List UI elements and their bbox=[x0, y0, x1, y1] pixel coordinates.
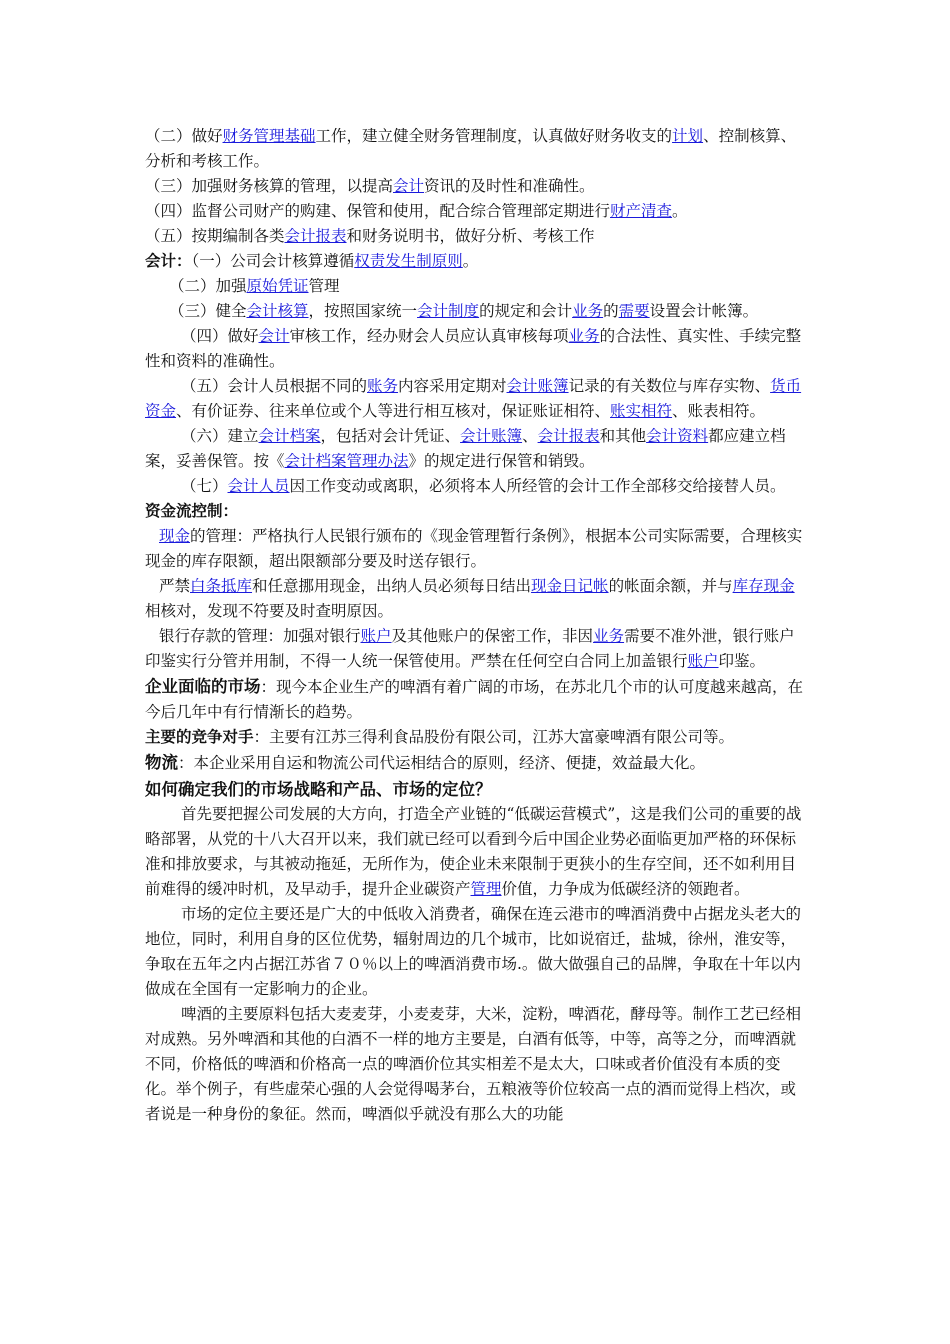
paragraph bbox=[145, 249, 810, 274]
text-run: 管理 bbox=[308, 277, 340, 295]
text-run: 价值，力争成为低碳经济的领跑者。 bbox=[501, 880, 750, 898]
text-run: 设置会计帐簿。 bbox=[649, 302, 759, 320]
text-run: 银行存款的管理：加强对银行 bbox=[159, 627, 361, 645]
text-run: 工作，建立健全财务管理制度，认真做好财务收支的 bbox=[315, 127, 673, 145]
paragraph bbox=[145, 274, 810, 299]
text-run: （四）做好 bbox=[181, 327, 259, 345]
text-run: 首先要把握公司发展的大方向，打造全产业链的“低碳运营模式”，这是我们公司的重要的战略部署，从党的十八大召开以来，我们就已经可以看到今后中国企业势必面临更加严格的环保标准和排放要求，与其被动拖延，无所作为，使企业未来限制于更狭小的生存空间，还不如利用目前难得的缓冲时机，及早动手，提升企业碳资产 bbox=[145, 805, 802, 898]
paragraph bbox=[145, 374, 810, 424]
hyperlink[interactable]: 业务 bbox=[593, 627, 625, 645]
paragraph bbox=[145, 124, 810, 174]
hyperlink[interactable]: 现金 bbox=[159, 527, 191, 545]
text-run: 印鉴。 bbox=[718, 652, 766, 670]
text-run: 、控制核算、分析和考核工作。 bbox=[145, 127, 797, 170]
hyperlink[interactable]: 库存现金 bbox=[732, 577, 795, 595]
text-run: ，按照国家统一 bbox=[308, 302, 418, 320]
hyperlink[interactable]: 现金日记帐 bbox=[531, 577, 609, 595]
paragraph bbox=[145, 725, 810, 750]
paragraph bbox=[145, 324, 810, 374]
hyperlink[interactable]: 会计档案管理办法 bbox=[284, 452, 409, 470]
text-run: 需要不准外泄，银行账户印鉴实行分管并用制，不得一人统一保管使用。严禁在任何空白合同上加盖银行 bbox=[145, 627, 795, 670]
paragraph bbox=[145, 1002, 810, 1127]
document-body bbox=[145, 124, 810, 1127]
text-run: 和任意挪用现金，出纳人员必须每日结出 bbox=[252, 577, 532, 595]
text-run: 和其他 bbox=[599, 427, 647, 445]
bold-label: 资金流控制： bbox=[145, 502, 239, 520]
text-run: ：主要有江苏三得利食品股份有限公司，江苏大富豪啤酒有限公司等。 bbox=[253, 728, 735, 746]
hyperlink[interactable]: 会计 bbox=[393, 177, 425, 195]
text-run: （六）建立 bbox=[181, 427, 259, 445]
text-run: （三）健全 bbox=[169, 302, 247, 320]
text-run: 资讯的及时性和准确性。 bbox=[424, 177, 595, 195]
text-run: 的规定和会计 bbox=[479, 302, 573, 320]
hyperlink[interactable]: 计划 bbox=[672, 127, 704, 145]
text-run: 和财务说明书，做好分析、考核工作 bbox=[346, 227, 595, 245]
hyperlink[interactable]: 货币资金 bbox=[145, 377, 802, 420]
section-heading bbox=[145, 777, 810, 802]
paragraph bbox=[145, 524, 810, 574]
paragraph bbox=[145, 750, 810, 776]
text-run: 的合法性、真实性、手续完整性和资料的准确性。 bbox=[145, 327, 802, 370]
text-run: 、账表相符。 bbox=[672, 402, 766, 420]
hyperlink[interactable]: 会计制度 bbox=[417, 302, 480, 320]
text-run: 的管理：严格执行人民银行颁布的《现金管理暂行条例》，根据本公司实际需要，合理核实现金的库存限额，超出限额部分要及时送存银行。 bbox=[145, 527, 803, 570]
text-run: 。 bbox=[462, 252, 479, 270]
text-run: 如何确定我们的市场战略和产品、市场的定位？ bbox=[145, 780, 492, 799]
text-run: ：本企业采用自运和物流公司代运相结合的原则，经济、便捷，效益最大化。 bbox=[178, 754, 706, 772]
text-run: （七） bbox=[181, 477, 228, 495]
hyperlink[interactable]: 财产清查 bbox=[610, 202, 673, 220]
text-run: （五）会计人员根据不同的 bbox=[181, 377, 368, 395]
paragraph bbox=[145, 802, 810, 902]
text-run: 相核对，发现不符要及时查明原因。 bbox=[145, 602, 394, 620]
text-run: （五）按期编制各类 bbox=[145, 227, 285, 245]
text-run: 》的规定进行保管和销毁。 bbox=[408, 452, 595, 470]
paragraph bbox=[145, 474, 810, 499]
hyperlink[interactable]: 权责发生制原则 bbox=[354, 252, 463, 270]
text-run: ：现今本企业生产的啤酒有着广阔的市场，在苏北几个市的认可度越来越高，在今后几年中有行情渐长的趋势。 bbox=[145, 678, 804, 721]
text-run: 的 bbox=[603, 302, 619, 320]
text-run: 因工作变动或离职，必须将本人所经管的会计工作全部移交给接替人员。 bbox=[289, 477, 786, 495]
paragraph bbox=[145, 424, 810, 474]
text-run: 审核工作，经办财会人员应认真审核每项 bbox=[289, 327, 569, 345]
text-run: 、 bbox=[522, 427, 538, 445]
text-run: ，包括对会计凭证、 bbox=[320, 427, 461, 445]
hyperlink[interactable]: 会计档案 bbox=[258, 427, 321, 445]
text-run: 记录的有关数位与库存实物、 bbox=[568, 377, 771, 395]
hyperlink[interactable]: 原始凭证 bbox=[246, 277, 309, 295]
paragraph bbox=[145, 902, 810, 1002]
paragraph bbox=[145, 174, 810, 199]
hyperlink[interactable]: 业务 bbox=[568, 327, 600, 345]
text-run: 、有价证券、往来单位或个人等进行相互核对，保证账证相符、 bbox=[176, 402, 611, 420]
hyperlink[interactable]: 会计报表 bbox=[537, 427, 600, 445]
hyperlink[interactable]: 会计账簿 bbox=[460, 427, 523, 445]
paragraph bbox=[145, 574, 810, 624]
hyperlink[interactable]: 账实相符 bbox=[610, 402, 673, 420]
text-run: （一）公司会计核算遵循 bbox=[191, 252, 355, 270]
hyperlink[interactable]: 会计核算 bbox=[246, 302, 309, 320]
paragraph bbox=[145, 224, 810, 249]
hyperlink[interactable]: 账户 bbox=[687, 652, 719, 670]
text-run: （二）做好 bbox=[145, 127, 223, 145]
paragraph bbox=[145, 674, 810, 725]
text-run: 市场的定位主要还是广大的中低收入消费者，确保在连云港市的啤酒消费中占据龙头老大的地位，同时，利用自身的区位优势，辐射周边的几个城市，比如说宿迁，盐城，徐州，淮安等，争取在五年之内占据江苏省７０％以上的啤酒消费市场.。做大做强自己的品牌，争取在十年以内做成在全国有一定影响力的企业。 bbox=[145, 905, 802, 998]
text-run: 严禁 bbox=[159, 577, 191, 595]
paragraph bbox=[145, 199, 810, 224]
hyperlink[interactable]: 会计资料 bbox=[646, 427, 709, 445]
hyperlink[interactable]: 账务 bbox=[367, 377, 399, 395]
hyperlink[interactable]: 会计 bbox=[258, 327, 290, 345]
hyperlink[interactable]: 会计人员 bbox=[227, 477, 290, 495]
hyperlink[interactable]: 财务管理基础 bbox=[222, 127, 316, 145]
paragraph bbox=[145, 299, 810, 324]
text-run: （二）加强 bbox=[169, 277, 247, 295]
text-run: 的帐面余额，并与 bbox=[608, 577, 733, 595]
paragraph bbox=[145, 624, 810, 674]
hyperlink[interactable]: 白条抵库 bbox=[190, 577, 253, 595]
text-run: 。 bbox=[672, 202, 688, 220]
hyperlink[interactable]: 业务 bbox=[572, 302, 604, 320]
paragraph bbox=[145, 499, 810, 524]
hyperlink[interactable]: 会计账簿 bbox=[506, 377, 569, 395]
bold-label: 企业面临的市场 bbox=[145, 677, 261, 696]
text-run: 都应建立档案，妥善保管。按《 bbox=[145, 427, 786, 470]
bold-label: 主要的竞争对手 bbox=[145, 728, 254, 746]
text-run: 及其他账户的保密工作，非因 bbox=[391, 627, 594, 645]
bold-label: 物流 bbox=[145, 753, 178, 772]
text-run: （三）加强财务核算的管理，以提高 bbox=[145, 177, 394, 195]
hyperlink[interactable]: 账户 bbox=[360, 627, 392, 645]
text-run: 内容采用定期对 bbox=[398, 377, 507, 395]
text-run: （四）监督公司财产的购建、保管和使用，配合综合管理部定期进行 bbox=[145, 202, 611, 220]
text-run: 啤酒的主要原料包括大麦麦芽，小麦麦芽，大米，淀粉，啤酒花，酵母等。制作工艺已经相对成熟。另外啤酒和其他的白酒不一样的地方主要是，白酒有低等，中等，高等之分，而啤酒就不同，价格低的啤酒和价格高一点的啤酒价位其实相差不是太大，口味或者价值没有本质的变化。举个例子，有些虚荣心强的人会觉得喝茅台，五粮液等价位较高一点的酒而觉得上档次，或者说是一种身份的象征。然而，啤酒似乎就没有那么大的功能 bbox=[145, 1005, 802, 1123]
hyperlink[interactable]: 管理 bbox=[470, 880, 502, 898]
hyperlink[interactable]: 会计报表 bbox=[284, 227, 347, 245]
hyperlink[interactable]: 需要 bbox=[618, 302, 650, 320]
bold-label: 会计： bbox=[145, 252, 192, 270]
